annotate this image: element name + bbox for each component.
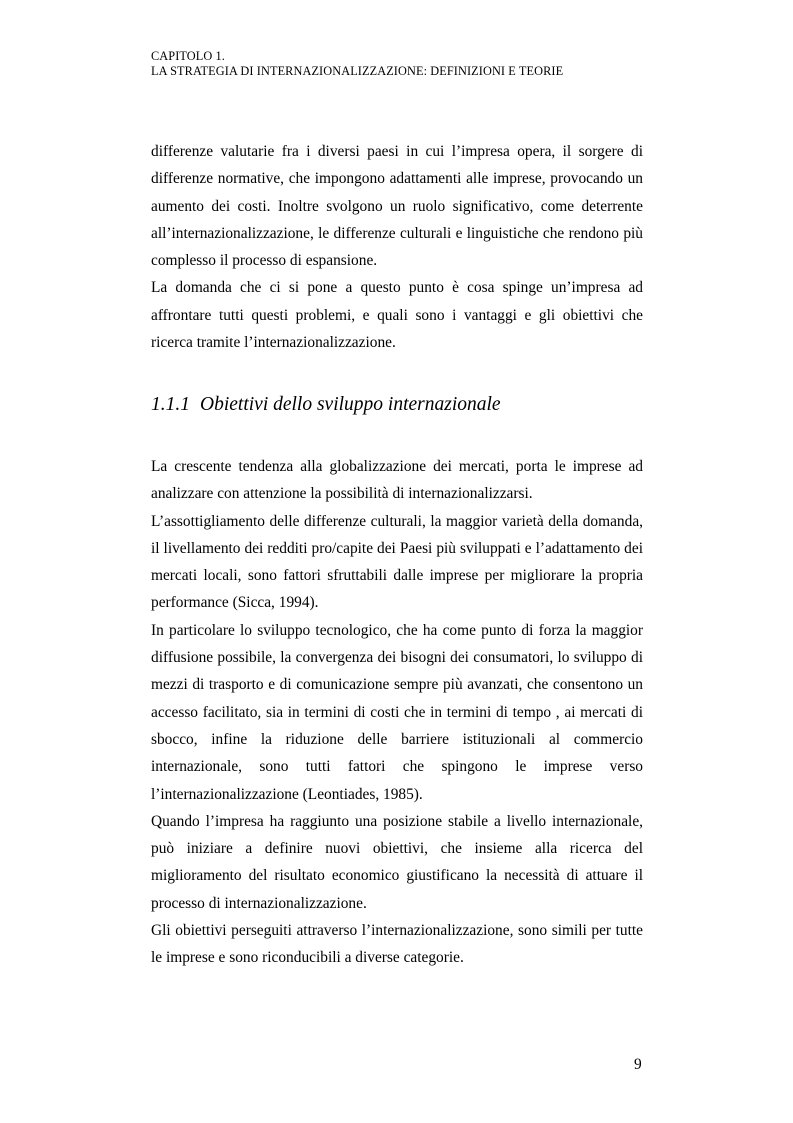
paragraph: differenze valutarie fra i diversi paesi in cui l’impresa opera, il sorgere di differenze normative, che impongono adattamenti alle imprese, provocando un aumento dei costi. Inoltre svolgono un ruolo significativo, come deterrente all’internazionalizzazione, le differenze culturali e linguistiche che rendono più complesso il processo di espansione. xyxy=(151,143,643,270)
chapter-label: CAPITOLO 1. xyxy=(151,49,225,63)
intro-text xyxy=(151,138,643,356)
paragraph: Gli obiettivi perseguiti attraverso l’internazionalizzazione, sono simili per tutte le imprese e sono riconducibili a diverse categorie. xyxy=(151,922,643,967)
paragraph: L’assottigliamento delle differenze culturali, la maggior varietà della domanda, il livellamento dei redditi pro/capite dei Paesi più sviluppati e l’adattamento dei mercati locali, sono fattori sfruttabili dalle imprese per migliorare la propria performance (Sicca, 1994). xyxy=(151,512,643,612)
section-title: Obiettivi dello sviluppo internazionale xyxy=(200,394,501,415)
paragraph: La domanda che ci si pone a questo punto è cosa spinge un’impresa ad affrontare tutti questi problemi, e quali sono i vantaggi e gli obiettivi che ricerca tramite l’internazionalizzazione. xyxy=(151,279,643,352)
chapter-title: LA STRATEGIA DI INTERNAZIONALIZZAZIONE: DEFINIZIONI E TEORIE xyxy=(151,64,564,78)
section-heading xyxy=(151,394,501,416)
page-number: 9 xyxy=(634,1056,642,1073)
paragraph: La crescente tendenza alla globalizzazione dei mercati, porta le imprese ad analizzare con attenzione la possibilità di internazionalizzarsi. xyxy=(151,458,643,503)
paragraph: In particolare lo sviluppo tecnologico, che ha come punto di forza la maggior diffusione possibile, la convergenza dei bisogni dei consumatori, lo sviluppo di mezzi di trasporto e di comunicazione sempre più avanzati, che consentono un accesso facilitato, sia in termini di costi che in termini di tempo , ai mercati di sbocco, infine la riduzione delle barriere istituzionali al commercio internazionale, sono tutti fattori che spingono le imprese verso l’internazionalizzazione (Leontiades, 1985). xyxy=(151,621,643,803)
section-text xyxy=(151,453,643,972)
running-header xyxy=(151,49,563,79)
section-number: 1.1.1 xyxy=(151,394,190,415)
paragraph: Quando l’impresa ha raggiunto una posizione stabile a livello internazionale, può iniziare a definire nuovi obiettivi, che insieme alla ricerca del miglioramento del risultato economico giustificano la necessità di attuare il processo di internazionalizzazione. xyxy=(151,812,643,912)
